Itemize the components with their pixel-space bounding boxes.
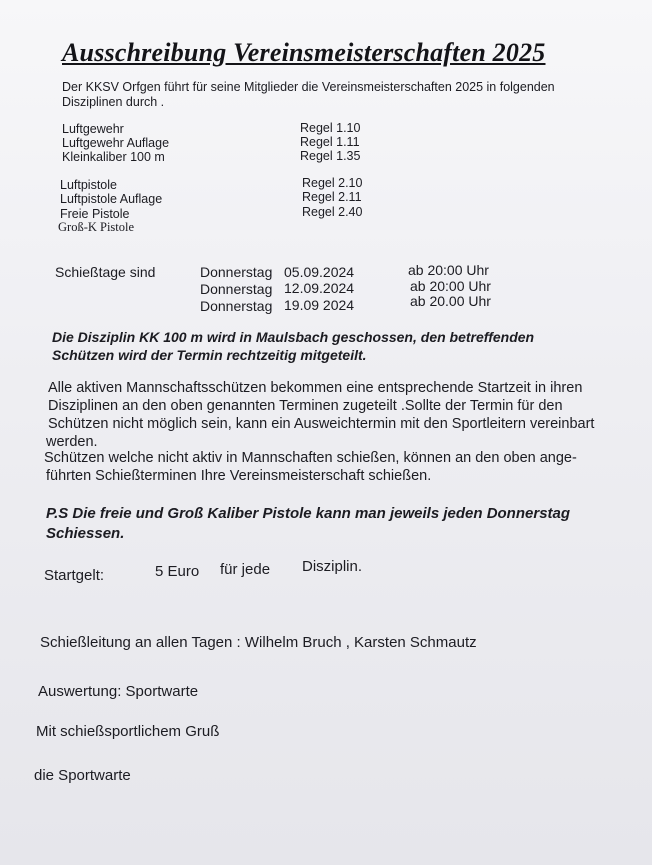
kk-notice-line: Schützen wird der Termin rechtzeitig mitgeteilt. — [52, 347, 367, 363]
fee-label: Startgelt: — [44, 567, 105, 584]
shooting-day: Donnerstag — [200, 264, 273, 280]
paragraph-line: werden. — [46, 434, 98, 450]
discipline-rule: Regel 1.10 — [300, 121, 361, 135]
discipline-rule: Regel 2.10 — [302, 176, 363, 190]
shooting-day: Donnerstag — [200, 281, 273, 297]
paragraph-line: Schützen nicht möglich sein, kann ein Ausweichtermin mit den Sportleitern vereinbart — [48, 416, 595, 432]
shooting-date: 19.09 2024 — [284, 297, 355, 313]
paragraph-line: führten Schießterminen Ihre Vereinsmeisterschaft schießen. — [46, 468, 432, 484]
shooting-day: Donnerstag — [200, 298, 273, 314]
intro-line: Disziplinen durch . — [62, 95, 165, 109]
paragraph-line: Disziplinen an den oben genannten Terminen zugeteilt .Sollte der Termin für den — [48, 398, 563, 414]
paragraph-line: Alle aktiven Mannschaftsschützen bekommen eine entsprechende Startzeit in ihren — [48, 380, 583, 396]
discipline-rule: Regel 1.11 — [300, 135, 360, 149]
discipline-name: Freie Pistole — [60, 207, 130, 221]
shooting-date: 05.09.2024 — [284, 264, 355, 280]
fee-discipline: Disziplin. — [302, 558, 363, 575]
discipline-name: Luftpistole Auflage — [60, 192, 163, 206]
discipline-name: Groß-K Pistole — [58, 220, 135, 234]
shooting-days-label: Schießtage sind — [55, 264, 156, 280]
intro-paragraph — [62, 80, 592, 110]
discipline-rule: Regel 2.40 — [302, 205, 363, 219]
ps-note-line: Schiessen. — [46, 525, 125, 542]
discipline-rule: Regel 1.35 — [300, 149, 361, 163]
shooting-date: 12.09.2024 — [284, 280, 355, 296]
fee-for-each: für jede — [220, 561, 271, 578]
discipline-name: Kleinkaliber 100 m — [62, 150, 165, 164]
fee-amount: 5 Euro — [155, 563, 200, 580]
kk-notice-line: Die Disziplin KK 100 m wird in Maulsbach geschossen, den betreffenden — [52, 329, 535, 345]
evaluation-line: Auswertung: Sportwarte — [38, 683, 199, 700]
shooting-time: ab 20.00 Uhr — [410, 293, 491, 309]
shooting-time: ab 20:00 Uhr — [410, 278, 491, 294]
leadership-line: Schießleitung an allen Tagen : Wilhelm Bruch , Karsten Schmautz — [40, 634, 477, 651]
discipline-name: Luftgewehr Auflage — [62, 136, 170, 150]
intro-line: Der KKSV Orfgen führt für seine Mitglieder die Vereinsmeisterschaften 2025 in folgenden — [62, 80, 555, 94]
signature-line: die Sportwarte — [34, 767, 131, 784]
paragraph-line: Schützen welche nicht aktiv in Mannschaften schießen, können an den oben ange- — [44, 450, 577, 466]
ps-note-line: P.S Die freie und Groß Kaliber Pistole kann man jeweils jeden Donnerstag — [46, 505, 571, 522]
discipline-rule: Regel 2.11 — [302, 190, 362, 204]
greeting-line: Mit schießsportlichem Gruß — [36, 723, 220, 740]
shooting-time: ab 20:00 Uhr — [408, 262, 489, 278]
discipline-name: Luftpistole — [60, 178, 117, 192]
document-title: Ausschreibung Vereinsmeisterschaften 2025 — [62, 38, 546, 67]
discipline-name: Luftgewehr — [62, 122, 124, 136]
